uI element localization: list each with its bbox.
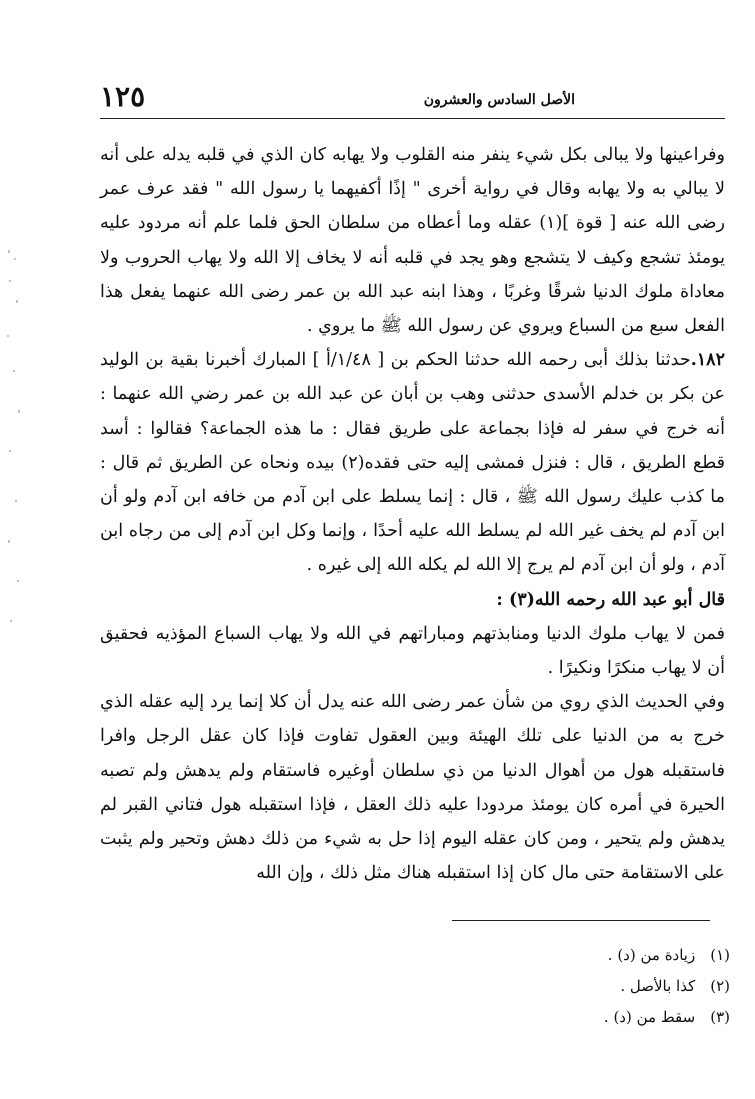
paragraph: وفراعينها ولا يبالى بكل شيء ينفر منه القلوب ولا يهابه كان الذي في قلبه يدله على أنه لا يبالي به ولا يهابه وقال في رواية أخرى " إذًا أكفيهما يا رسول الله " فقد عرف عمر رضى الله عنه [ قوة ](١) عقله وما أعطاه من سلطان الحق فلما علم أنه مردود عليه يومئذ تشجع وكيف لا يتشجع وهو يجد في قلبه أنه لا يخاف إلا الله ولا يهاب الحروب ولا معاداة ملوك الدنيا شرقًا وغربًا ، وهذا ابنه عبد الله بن عمر رضى الله عنهما يفعل هذا الفعل سبع من السباع ويروي عن رسول الله ﷺ ما يروي . [100, 145, 725, 337]
page-header [100, 80, 725, 119]
footnote-text: سقط من (د) . [603, 1008, 696, 1026]
footnote-number: (٢) [710, 977, 730, 995]
margin-scan-marks [0, 240, 30, 660]
footnote-text: زيادة من (د) . [607, 946, 696, 964]
footnote [300, 1002, 730, 1033]
hadith-entry [100, 343, 725, 582]
footnote [300, 940, 730, 971]
footnote-number: (١) [710, 946, 730, 964]
page-number: ١٢٥ [100, 80, 146, 113]
running-title: الأصل السادس والعشرون [423, 92, 575, 108]
footnote [300, 971, 730, 1002]
hadith-text: حدثنا بذلك أبى رحمه الله حدثنا الحكم بن [ ١/٤٨/أ ] المبارك أخبرنا بقية بن الوليد عن بكر بن خدلم الأسدى حدثنى وهب بن أبان عن عبد الله بن عمر رضي الله عنهما : أنه خرج في سفر له فإذا بجماعة على طريق فقال : ما هذه الجماعة؟ فقالوا : أسد قطع الطريق ، قال : فنزل فمشى إليه حتى فقده(٢) بيده ونحاه عن الطريق ثم قال : ما كذب عليك رسول الله ﷺ ، قال : إنما يسلط على ابن آدم من خافه ابن آدم ولو أن ابن آدم لم يخف غير الله لم يسلط الله عليه أحدًا ، وإنما وكل ابن آدم إلى من رجاه ابن آدم ، ولو أن ابن آدم لم يرج إلا الله لم يكله الله إلى غيره . [100, 350, 725, 576]
paragraph: وفي الحديث الذي روي من شأن عمر رضى الله عنه يدل أن كلا إنما يرد إليه عقله الذي خرج به من الدنيا على تلك الهيئة وبين العقول تفاوت فإذا كان عقل الرجل وافرا فاستقبله هول من أهوال الدنيا من ذي سلطان أوغيره فاستقام ولم يدهش ولم تصبه الحيرة في أمره كان يومئذ مردودا عليه ذلك العقل ، فإذا استقبله هول فتاني القبر لم يدهش ولم يتحير ، ومن كان عقله اليوم إذا حل به شيء من ذلك دهش وتحير ولم يثبت على الاستقامة حتى مال كان إذا استقبله هناك مثل ذلك ، وإن الله [100, 692, 725, 884]
paragraph: فمن لا يهاب ملوك الدنيا ومنابذتهم ومباراتهم في الله ولا يهاب السباع المؤذيه فحقيق أن لا يهاب منكرًا ونكيرًا . [100, 623, 725, 679]
footnotes [300, 940, 730, 1033]
section-heading: قال أبو عبد الله رحمه الله(٣) : [496, 589, 725, 610]
footnote-text: كذا بالأصل . [620, 977, 696, 995]
footnote-number: (٣) [710, 1008, 730, 1026]
footnote-divider [452, 920, 710, 921]
hadith-number: ١٨٢. [690, 350, 725, 371]
main-text [100, 138, 725, 890]
